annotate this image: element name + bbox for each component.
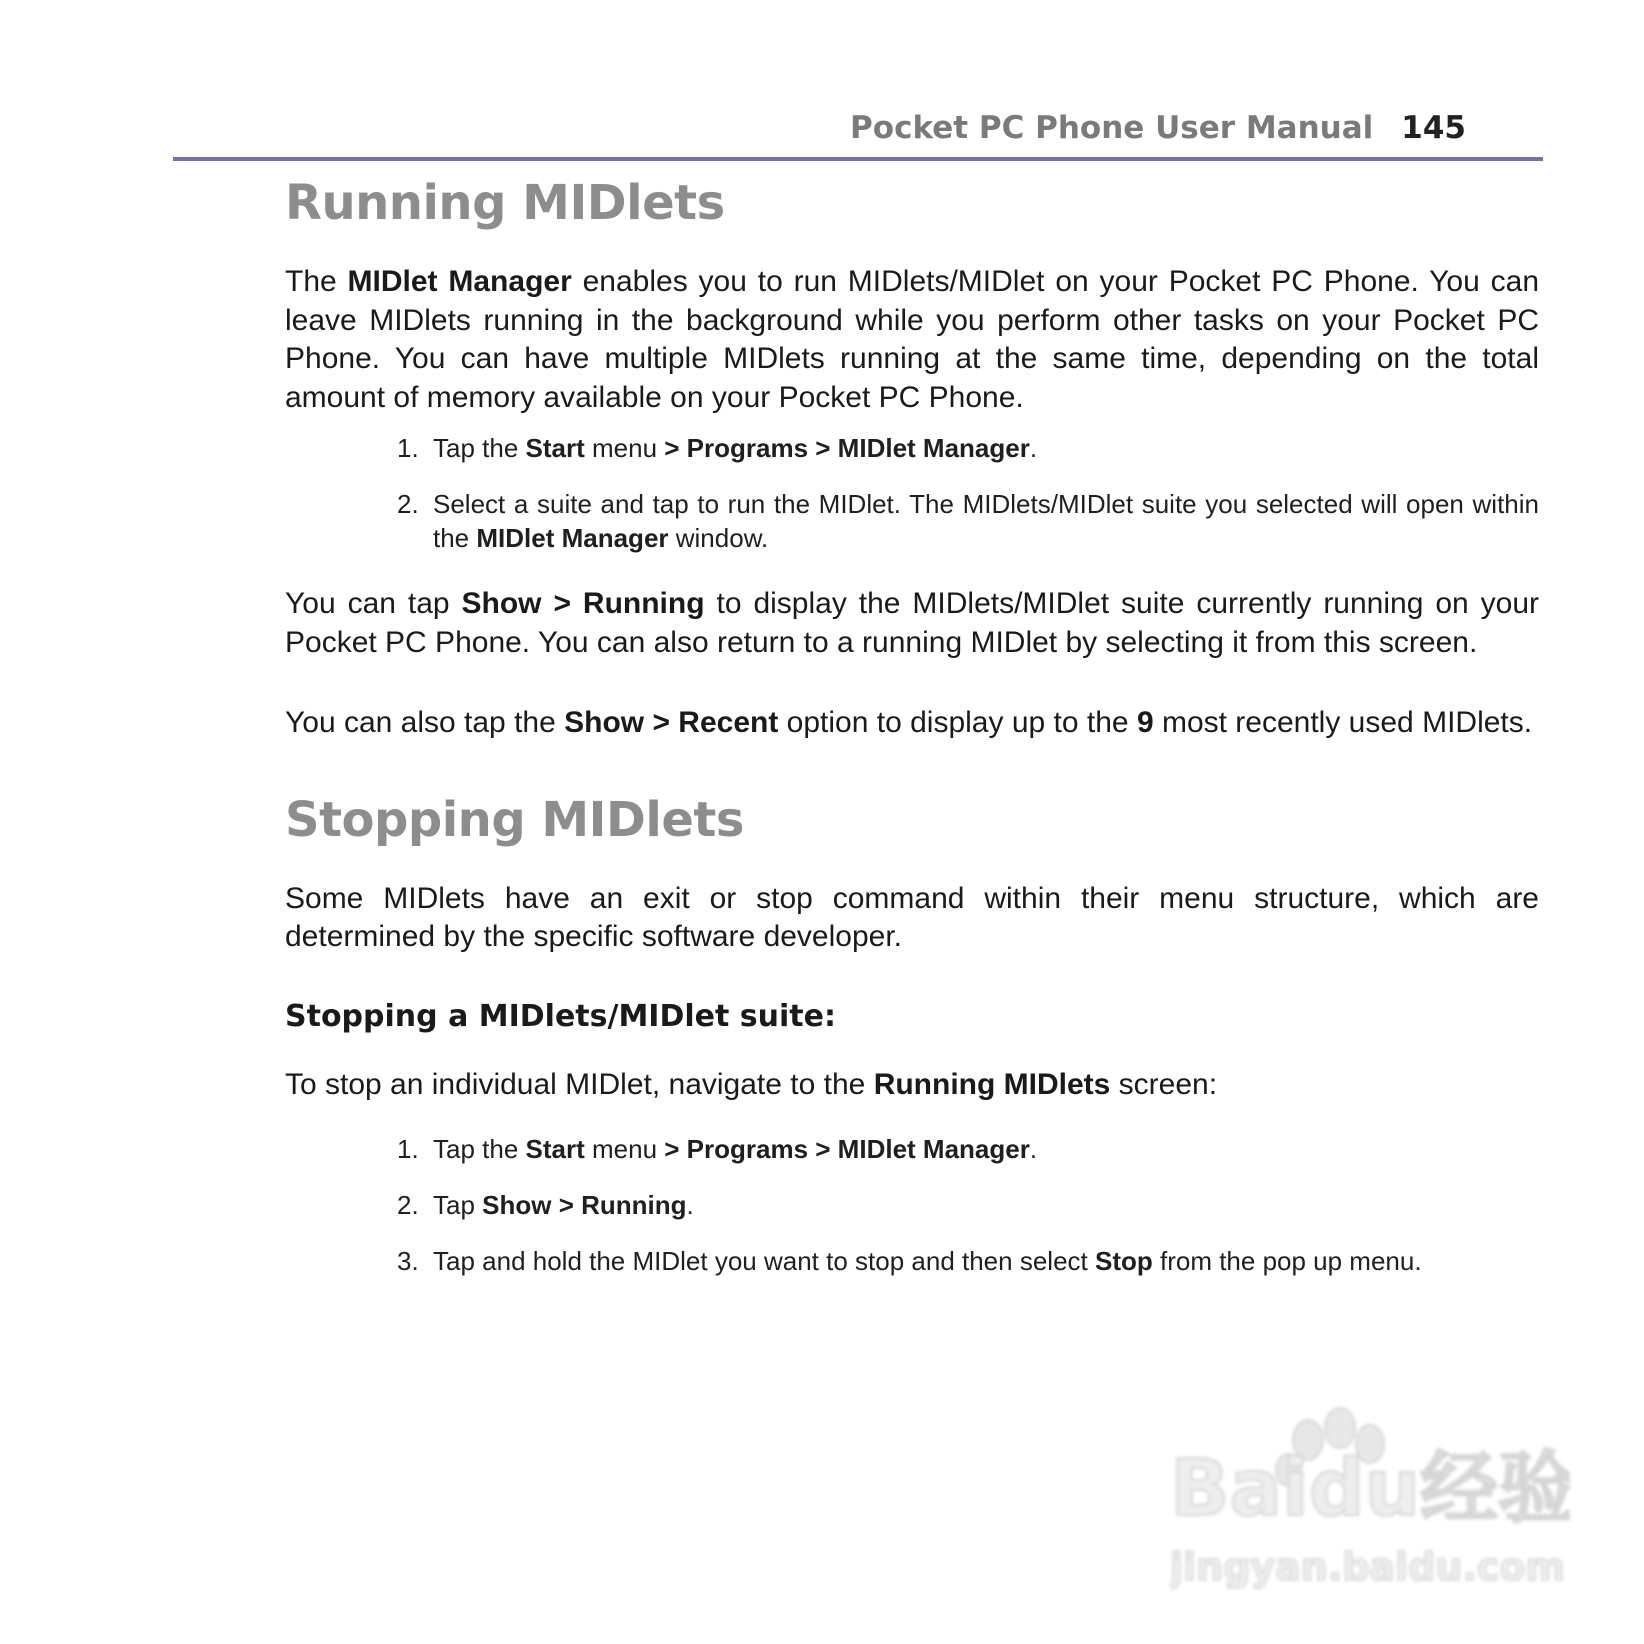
manual-title: Pocket PC Phone User Manual [850,110,1374,146]
text-run: . [1029,1134,1038,1164]
text-run: to display the MIDlets/MIDlet suite currently running on your Pocket PC Phone. You can also return to a running MIDlet by selecting it from this screen. [285,587,1539,659]
section-heading-running-midlets: Running MIDlets [285,175,725,231]
text-run: The [285,265,348,298]
text-run: . [686,1190,694,1220]
show-recent-paragraph [285,704,1539,743]
step-number: 2. [397,1190,419,1220]
text-run: enables you to run MIDlets/MIDlet on your Pocket PC Phone. You can leave MIDlets running in the background while you perform other tasks on your Pocket PC Phone. You can have multiple MIDlets running at the same time, depending on the total amount of memory available on your Pocket PC Phone. [285,265,1539,414]
text-run: To stop an individual MIDlet, navigate to the [285,1067,874,1101]
text-run: Tap the [433,1134,526,1164]
text-run: You can tap [285,587,462,620]
stop-steps-list [285,1132,1539,1278]
text-run: most recently used MIDlets. [1153,706,1533,739]
text-run: Select a suite and tap to run the MIDlet. The MIDlets/MIDlet suite you selected will open within the [433,489,1539,553]
paw-logo-icon [1170,1400,1570,1600]
bold-run: Show > Running [461,587,705,620]
section-heading-stopping-midlets: Stopping MIDlets [285,791,744,848]
intro-paragraph [285,263,1539,417]
bold-run: Show > Recent [564,706,779,739]
text-run: Tap and hold the MIDlet you want to stop and then select [433,1246,1095,1276]
text-run: Tap [433,1190,483,1220]
text-run: screen: [1110,1067,1218,1101]
step-number: 1. [397,1134,419,1164]
bold-run: 9 [1136,706,1154,739]
bold-run: Start [525,433,585,463]
step-number: 2. [397,489,419,519]
text-run: menu [584,433,665,463]
show-running-paragraph [285,585,1539,662]
subheading-stopping-suite: Stopping a MIDlets/MIDlet suite: [285,998,836,1034]
bold-run: Running MIDlets [873,1067,1111,1101]
bold-run: Start [525,1134,585,1164]
list-item [397,1132,1539,1166]
text-run: option to display up to the [778,706,1137,739]
bold-run: Show > Running [482,1190,687,1220]
baidu-watermark [1170,1400,1570,1600]
text-run: menu [584,1134,665,1164]
bold-run: MIDlet Manager [347,265,572,298]
text-run: You can also tap the [285,706,565,739]
list-item [397,1188,1539,1222]
text-run: from the pop up menu. [1152,1246,1422,1276]
text-run: Tap the [433,433,526,463]
list-item [397,487,1539,555]
page-number: 145 [1401,110,1466,146]
list-item [397,431,1539,465]
bold-run: > Programs > MIDlet Manager [664,1134,1030,1164]
bold-run: Stop [1094,1246,1153,1276]
run-steps-list [285,431,1539,555]
watermark-url-text: jingyan.baidu.com [1170,1545,1565,1589]
text-run: . [1029,433,1038,463]
header-rule [173,157,1543,161]
step-number: 3. [397,1246,419,1276]
watermark-brand-text: Baidu经验 [1170,1444,1570,1534]
stopping-intro-paragraph: Some MIDlets have an exit or stop command within their menu structure, which are determined by the specific software developer. [285,881,1539,953]
bold-run: MIDlet Manager [476,523,669,553]
bold-run: > Programs > MIDlet Manager [664,433,1030,463]
running-header [850,110,1466,146]
text-run: window. [668,523,769,553]
list-item [397,1244,1539,1278]
step-number: 1. [397,433,419,463]
navigate-paragraph [285,1066,1539,1105]
page-content [285,172,1539,1278]
